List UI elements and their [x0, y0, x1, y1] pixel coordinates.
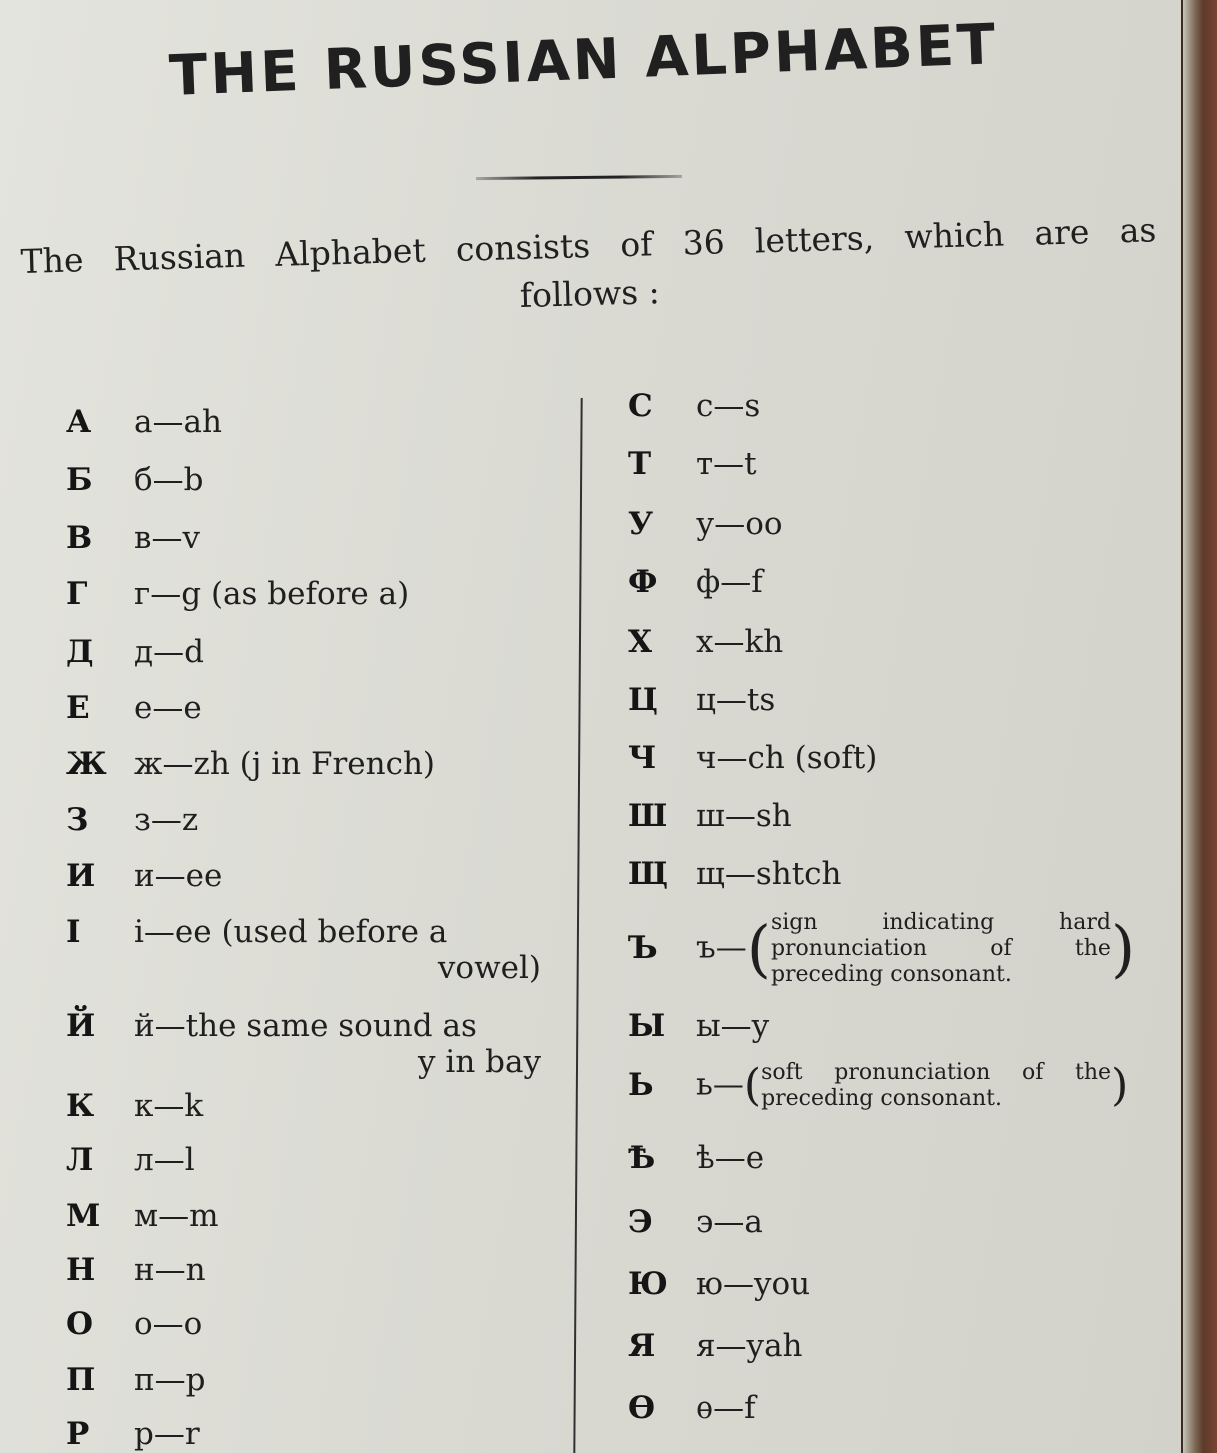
letter-sound: ь— [696, 1066, 744, 1103]
hard-sign-note: sign indicating hard pronunciation of the preceding consonant. [770, 910, 1111, 987]
intro-line-2: follows : [519, 272, 661, 316]
letter-entry-r [66, 1416, 541, 1452]
letter-sound: р—r [134, 1416, 200, 1452]
letter-sound: к—k [134, 1088, 204, 1124]
letter-sound: м—m [134, 1198, 219, 1234]
letter-entry-i [66, 858, 541, 894]
close-brace: ) [1111, 1060, 1129, 1111]
capital-letter: Ц [628, 682, 658, 718]
letter-entry-yu [628, 1266, 810, 1302]
capital-letter: Э [628, 1204, 653, 1240]
letter-entry-shch [628, 856, 841, 892]
capital-letter: Ы [628, 1008, 666, 1044]
capital-letter: Й [66, 1008, 96, 1044]
letter-entry-g [66, 576, 541, 612]
capital-letter: Ъ [628, 929, 658, 966]
letter-entry-hard-sign [628, 910, 1135, 988]
letter-entry-t [628, 446, 757, 482]
letter-entry-k [66, 1088, 541, 1124]
capital-letter: Е [66, 690, 90, 726]
capital-letter: Я [628, 1328, 656, 1364]
letter-sound-continuation: y in bay [418, 1044, 541, 1080]
letter-entry-f [628, 564, 763, 600]
capital-letter: Ч [628, 740, 657, 776]
capital-letter: Ф [628, 564, 658, 600]
capital-letter: Г [66, 576, 88, 612]
capital-letter: Ѣ [628, 1140, 656, 1176]
capital-letter: К [66, 1088, 95, 1124]
letter-sound: ю—you [696, 1266, 811, 1302]
letter-sound: л—l [134, 1142, 195, 1178]
letter-entry-p [66, 1362, 541, 1398]
capital-letter: Ѳ [628, 1390, 656, 1426]
letter-sound: я—yah [696, 1328, 803, 1364]
capital-letter: В [66, 520, 93, 556]
capital-letter: Ш [628, 798, 668, 834]
capital-letter: М [66, 1198, 101, 1234]
letter-sound: ч—ch (soft) [696, 740, 878, 776]
letter-sound: э—a [696, 1204, 763, 1240]
letter-entry-m [66, 1198, 541, 1234]
close-brace: ) [1110, 912, 1136, 985]
letter-sound: с—s [696, 388, 761, 424]
letter-entry-o [66, 1306, 541, 1342]
capital-letter: Х [628, 624, 653, 660]
letter-entry-d [66, 634, 541, 670]
letter-entry-z [66, 802, 541, 838]
open-brace: ( [746, 912, 771, 985]
letter-sound: т—t [696, 446, 757, 482]
letter-entry-zh [66, 746, 541, 782]
letter-entry-n [66, 1252, 541, 1288]
capital-letter: Н [66, 1252, 96, 1288]
letter-sound: х—kh [696, 624, 784, 660]
capital-letter: Б [66, 462, 93, 498]
capital-letter: О [66, 1306, 94, 1342]
letter-sound: ц—ts [696, 682, 776, 718]
letter-sound: ш—sh [696, 798, 792, 834]
letter-sound-continuation: vowel) [437, 950, 541, 986]
intro-line-1: The Russian Alphabet consists of 36 letters, which are as [20, 210, 1157, 281]
capital-letter: У [628, 506, 654, 542]
column-divider [573, 398, 582, 1453]
letter-sound: д—d [134, 634, 204, 670]
letter-sound: г—g (as before a) [134, 576, 410, 612]
letter-sound: о—o [134, 1306, 203, 1342]
capital-letter: І [66, 914, 81, 950]
letter-sound: ф—f [696, 564, 763, 600]
letter-entry-u [628, 506, 783, 542]
letter-entry-v [66, 520, 541, 556]
capital-letter: Щ [628, 856, 669, 892]
intro-paragraph [20, 206, 1158, 334]
letter-sound: ы—y [696, 1008, 770, 1044]
page-title: THE RUSSIAN ALPHABET [168, 12, 1000, 109]
capital-letter: И [66, 858, 96, 894]
open-brace: ( [743, 1060, 762, 1111]
letter-sound: щ—shtch [696, 856, 842, 892]
letter-sound: ѳ—f [696, 1390, 756, 1426]
capital-letter: Л [66, 1142, 94, 1178]
letter-entry-b [66, 462, 541, 498]
letter-sound: ѣ—e [696, 1140, 765, 1176]
letter-entry-ch [628, 740, 877, 776]
letter-sound: й—the same sound as [134, 1008, 477, 1044]
letter-entry-ts [628, 682, 775, 718]
letter-sound: н—n [134, 1252, 206, 1288]
capital-letter: Ж [66, 746, 107, 782]
letter-entry-e [628, 1204, 763, 1240]
letter-entry-soft-sign [628, 1060, 1128, 1112]
page-edge [1183, 0, 1217, 1453]
letter-entry-yat [628, 1140, 764, 1176]
letter-entry-kh [628, 624, 783, 660]
capital-letter: Ю [628, 1266, 668, 1302]
letter-sound: і—ee (used before a [134, 914, 448, 950]
capital-letter: П [66, 1362, 96, 1398]
letter-entry-sh [628, 798, 792, 834]
title-rule [476, 175, 682, 180]
letter-entry-a [66, 404, 541, 440]
letter-sound: п—p [134, 1362, 206, 1398]
letter-entry-yery [628, 1008, 769, 1044]
letter-sound: з—z [134, 802, 199, 838]
letter-entry-l [66, 1142, 541, 1178]
capital-letter: Д [66, 634, 94, 670]
letter-sound: а—ah [134, 404, 222, 440]
letter-entry-s [628, 388, 760, 424]
letter-sound: и—ee [134, 858, 223, 894]
capital-letter: С [628, 388, 653, 424]
letter-entry-i-decimal [66, 914, 541, 986]
letter-entry-ya [628, 1328, 803, 1364]
soft-sign-note: soft pronunciation of the preceding consonant. [761, 1060, 1112, 1111]
capital-letter: А [66, 404, 92, 440]
letter-entry-short-i [66, 1008, 541, 1080]
letter-sound: ж—zh (j in French) [134, 746, 436, 782]
capital-letter: Т [628, 446, 652, 482]
letter-sound: е—e [134, 690, 202, 726]
capital-letter: З [66, 802, 89, 838]
letter-sound: б—b [134, 462, 204, 498]
letter-entry-ye [66, 690, 541, 726]
capital-letter: Ь [628, 1066, 654, 1103]
letter-sound: ъ— [696, 929, 747, 966]
letter-entry-fita [628, 1390, 756, 1426]
capital-letter: Р [66, 1416, 90, 1452]
letter-sound: в—v [134, 520, 200, 556]
letter-sound: у—oo [696, 506, 783, 542]
